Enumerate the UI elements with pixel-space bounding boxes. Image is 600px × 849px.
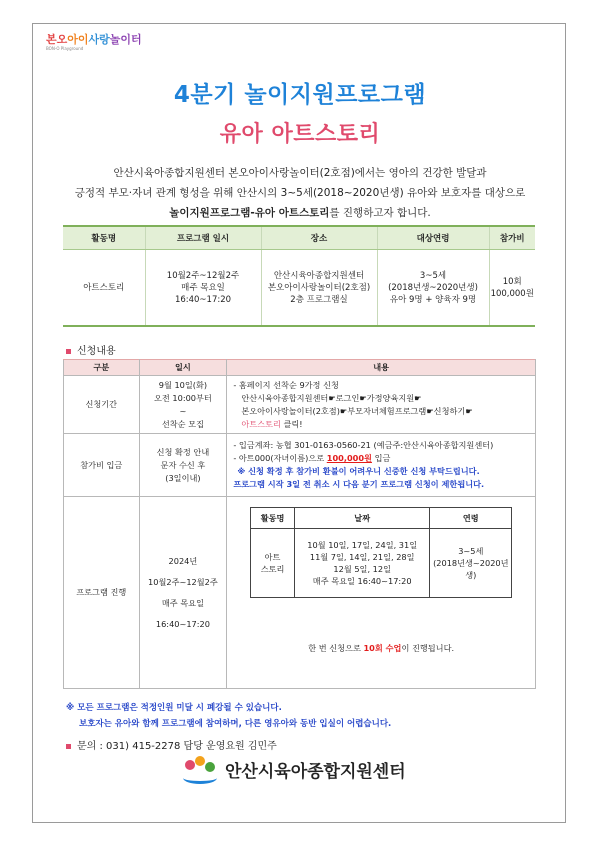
column-header: 내용: [227, 360, 536, 376]
column-header: 대상연령: [377, 226, 489, 250]
apply-row-period: [64, 376, 536, 434]
period-content-cell: [227, 376, 536, 434]
cell-line: 10월 10일, 17일, 24일, 31일: [307, 540, 418, 550]
contact-info: [66, 737, 277, 752]
notice-line: 보호자는 유아와 함께 프로그램에 참여하며, 다른 영유아와 동반 입실이 어렵습니다.: [79, 719, 392, 729]
apply-header-row: [64, 360, 536, 376]
period-date-cell: [139, 376, 227, 434]
column-header: 참가비: [489, 226, 535, 250]
cell-line: 16:40~17:20: [174, 294, 232, 305]
overview-row: [63, 250, 535, 327]
cell-line: 16:40~17:20: [155, 618, 210, 629]
cell-line: 10월2주~12월2주: [148, 576, 218, 587]
highlight-amount: 100,000원: [326, 453, 372, 463]
schedule-age-cell: [430, 529, 512, 598]
session-count-line: [227, 643, 535, 654]
cell-line: 12월 5일, 12일: [333, 564, 391, 574]
logo-subtext: BON-O Playground: [46, 46, 84, 51]
row-label: 신청기간: [64, 376, 140, 434]
cell-line: 선착순 모집: [161, 418, 204, 429]
intro-line: 안산시육아종합지원센터 본오아이사랑놀이터(2호점)에서는 영아의 건강한 발달과: [113, 167, 487, 179]
intro-paragraph: [60, 163, 540, 223]
apply-row-payment: [64, 434, 536, 497]
logo-part: 본오: [46, 33, 68, 46]
section-title-text: 신청내용: [77, 346, 116, 357]
progress-content-cell: [227, 497, 536, 689]
intro-line-rest: 를 진행하고자 합니다.: [329, 207, 431, 219]
center-emblem-icon: [183, 754, 219, 784]
payment-date-cell: [139, 434, 227, 497]
overview-table: [63, 225, 535, 327]
page-subtitle: 유아 아트스토리: [219, 122, 381, 147]
cell-text: 이 진행됩니다.: [401, 643, 455, 653]
cell-line: 100,000원: [490, 288, 534, 299]
cell-text: 클릭!: [280, 418, 303, 429]
cell-line: 9월 10일(화): [158, 379, 208, 390]
schedule-table: [250, 507, 512, 598]
apply-row-progress: [64, 497, 536, 689]
cell-line: 10회: [502, 276, 522, 287]
activity-cell: 아트스토리: [63, 250, 145, 327]
bullet-square-icon: [66, 744, 71, 749]
cell-line: 2층 프로그램실: [290, 294, 348, 305]
column-header: 활동명: [63, 226, 145, 250]
apply-section-title: [66, 342, 116, 357]
cell-line: - 홈페이지 선착순 9가정 신청: [233, 379, 339, 390]
row-label: 참가비 입금: [64, 434, 140, 497]
column-header: 연령: [430, 508, 512, 529]
cell-text: - 아트000(자녀이름)으로: [233, 453, 327, 463]
cell-line: 안산시육아종합지원센터: [273, 270, 365, 281]
cell-line: 매주 목요일 16:40~17:20: [312, 576, 412, 586]
age-cell: [377, 250, 489, 327]
column-header: 날짜: [294, 508, 430, 529]
warning-line: 프로그램 시작 3일 전 취소 시 다음 분기 프로그램 신청이 제한됩니다.: [233, 479, 485, 489]
highlight-text: 10회 수업: [363, 643, 402, 653]
cell-line: 본오아이사랑놀이터(2호점): [267, 282, 371, 293]
logo-part: 놀이터: [109, 33, 142, 46]
apply-table: [63, 359, 536, 689]
notice-line: ※ 모든 프로그램은 적정인원 미달 시 폐강될 수 있습니다.: [66, 703, 282, 713]
place-cell: [261, 250, 377, 327]
cell-line: (2018년생~2020년생): [388, 282, 478, 293]
cell-line: - 입금계좌: 농협 301-0163-0560-21 (예금주:안산시육아종합지원센터): [233, 440, 494, 450]
contact-text: 문의 : 031) 415-2278 담당 운영요원 김민주: [77, 741, 277, 752]
cell-line: 문자 수신 후: [160, 459, 206, 470]
cell-line: 아트: [264, 552, 281, 562]
schedule-activity-cell: [251, 529, 295, 598]
notice-block: [66, 700, 391, 732]
cell-line: 2024년: [168, 555, 198, 566]
cell-line: (3일이내): [165, 472, 201, 483]
cell-line: 매주 목요일: [181, 282, 225, 293]
schedule-row: [251, 529, 512, 598]
cell-line: 11월 7일, 14일, 21일, 28일: [309, 552, 415, 562]
intro-line: 긍정적 부모·자녀 관계 형성을 위해 안산시의 3~5세(2018~2020년생) 유아와 보호자를 대상으로: [74, 187, 526, 199]
overview-header-row: [63, 226, 535, 250]
page-title: 4분기 놀이지원프로그램: [173, 82, 427, 108]
playground-logo: [46, 33, 142, 51]
cell-line: [233, 452, 535, 465]
intro-program-name: 놀이지원프로그램-유아 아트스토리: [169, 207, 330, 219]
cell-line: 본오아이사랑놀이터(2호점)☛부모자녀체험프로그램☛신청하기☛: [241, 405, 473, 416]
datetime-cell: [145, 250, 261, 327]
cell-line: 10월2주~12월2주: [166, 270, 240, 281]
highlight-text: 아트스토리: [241, 418, 281, 429]
cell-text: 한 번 신청으로: [308, 643, 364, 653]
cell-line: 3~5세: [419, 270, 447, 281]
cell-line: 오전 10:00부터: [154, 392, 212, 403]
cell-line: 유아 9명 + 양육자 9명: [389, 294, 477, 305]
logo-part: 아이: [67, 33, 89, 46]
center-name: 안산시육아종합지원센터: [225, 761, 406, 782]
column-header: 프로그램 일시: [145, 226, 261, 250]
cell-line: 매주 목요일: [161, 597, 204, 608]
cell-line: 안산시육아종합지원센터☛로그인☛가정양육지원☛: [241, 392, 422, 403]
progress-date-cell: [139, 497, 227, 689]
column-header: 장소: [261, 226, 377, 250]
cell-text: 입금: [371, 453, 391, 463]
column-header: 구분: [64, 360, 140, 376]
cell-line: (2018년생~2020년생): [433, 558, 509, 580]
cell-line: 신청 확정 안내: [156, 446, 210, 457]
cell-line: 스토리: [260, 564, 285, 574]
bullet-square-icon: [66, 349, 71, 354]
column-header: 일시: [139, 360, 227, 376]
cell-line: [233, 418, 535, 431]
intro-line: [60, 203, 540, 223]
center-logo: [183, 752, 406, 786]
schedule-dates-cell: [294, 529, 430, 598]
cell-line: ~: [179, 405, 187, 416]
payment-content-cell: [227, 434, 536, 497]
warning-line: ※ 신청 확정 후 참가비 환불이 어려우니 신중한 신청 부탁드립니다.: [237, 466, 480, 476]
schedule-header-row: [251, 508, 512, 529]
fee-cell: [489, 250, 535, 327]
column-header: 활동명: [251, 508, 295, 529]
cell-line: 3~5세: [458, 546, 484, 556]
logo-part: 사랑: [88, 33, 110, 46]
row-label: 프로그램 진행: [64, 497, 140, 689]
